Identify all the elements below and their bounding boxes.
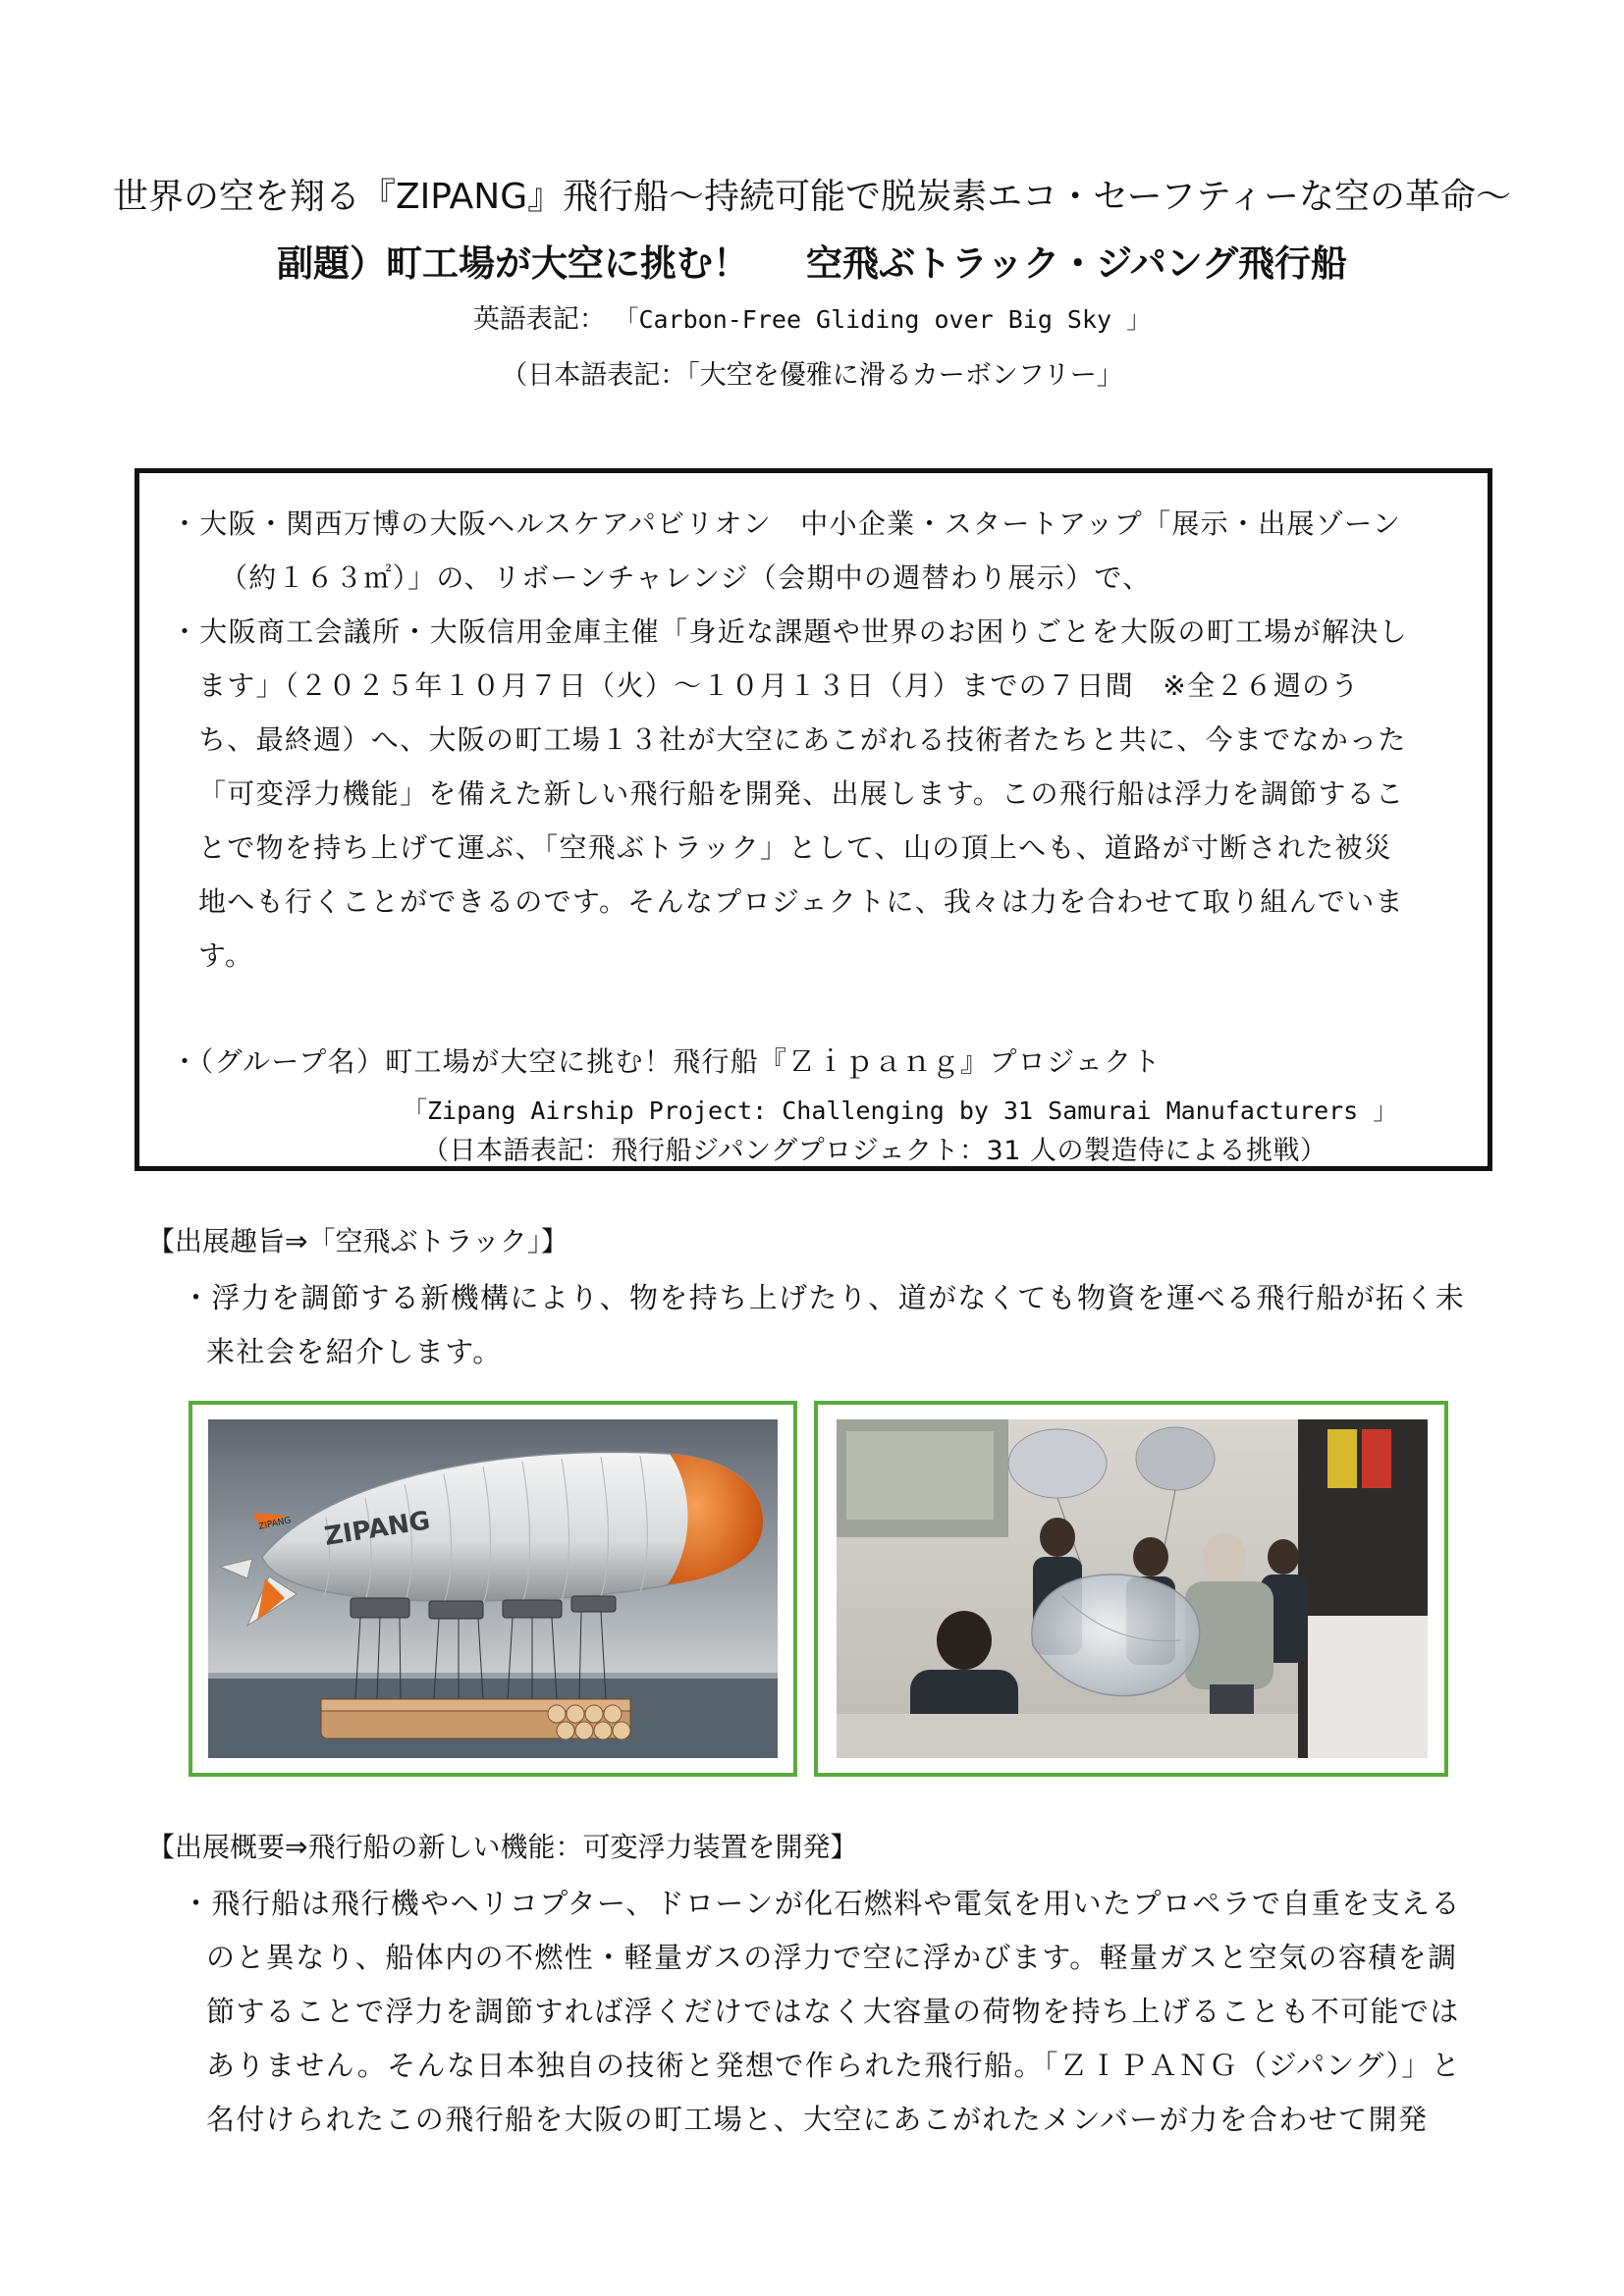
info-line: とで物を持ち上げて運ぶ、「空飛ぶトラック」として、山の頂上へも、道路が寸断された被災 (198, 831, 1393, 864)
section-heading-overview: 【出展概要⇒飛行船の新しい機能：可変浮力装置を開発】 (147, 1831, 858, 1863)
airship-image-frame (189, 1401, 797, 1777)
airship-logo-text: ZIPANG (322, 1506, 433, 1552)
info-line: ます」（２０２５年１０月７日（火）～１０月１３日（月）までの７日間 ※全２６週のう (198, 669, 1360, 702)
english-label: 英語表記： (472, 304, 606, 335)
page-subtitle (0, 234, 1624, 287)
team-photo-frame (814, 1401, 1448, 1777)
japanese-notation: （日本語表記：「大空を優雅に滑るカーボンフリー」 (501, 360, 1123, 391)
info-line: 「可変浮力機能」を備えた新しい飛行船を開発、出展します。この飛行船は浮力を調節するこ (198, 777, 1405, 810)
tail-logo-text: ZIPANG (257, 1516, 293, 1532)
info-line: 地へも行くことができるのです。そんなプロジェクトに、我々は力を合わせて取り組んでいま (198, 885, 1404, 918)
overview-line: ありません。そんな日本独自の技術と発想で作られた飛行船。「ＺＩＰＡＮＧ（ジパング）」と (206, 2049, 1462, 2082)
subtitle-part2: 空飛ぶトラック・ジパング飛行船 (806, 242, 1347, 285)
airship-illustration (208, 1419, 778, 1758)
overview-line: のと異なり、船体内の不燃性・軽量ガスの浮力で空に浮かびます。軽量ガスと空気の容積を調 (206, 1941, 1458, 1974)
group-name: ・（グループ名）町工場が大空に挑む！飛行船『Ｚｉｐａｎｇ』プロジェクト (171, 1045, 1162, 1078)
group-japanese: （日本語表記：飛行船ジパングプロジェクト：31 人の製造侍による挑戦） (422, 1136, 1327, 1166)
info-line: ち、最終週）へ、大阪の町工場１３社が大空にあこがれる技術者たちと共に、今までなかった (198, 723, 1407, 756)
purpose-line: 来社会を紹介します。 (206, 1335, 503, 1368)
overview-line: 名付けられたこの飛行船を大阪の町工場と、大空にあこがれたメンバーが力を合わせて開発 (206, 2103, 1429, 2136)
subtitle-part1: 副題）町工場が大空に挑む！ (277, 242, 750, 285)
english-notation (0, 297, 1624, 336)
page-title: 世界の空を翔る『ZIPANG』飛行船～持続可能で脱炭素エコ・セーフティーな空の革命～ (112, 177, 1512, 217)
team-balloon-photo (837, 1419, 1428, 1758)
info-line: ・大阪・関西万博の大阪ヘルスケアパビリオン 中小企業・スタートアップ「展示・出展ゾーン (171, 507, 1402, 540)
purpose-line: ・浮力を調節する新機構により、物を持ち上げたり、道がなくても物資を運べる飛行船が拓く未 (182, 1281, 1466, 1314)
overview-line: ・飛行船は飛行機やヘリコプター、ドローンが化石燃料や電気を用いたプロペラで自重を支える (182, 1887, 1461, 1920)
info-line: ・大阪商工会議所・大阪信用金庫主催「身近な課題や世界のお困りごとを大阪の町工場が解決し (171, 615, 1408, 648)
overview-line: 節することで浮力を調節すれば浮くだけではなく大容量の荷物を持ち上げることも不可能では (206, 1995, 1460, 2028)
section-heading-purpose: 【出展趣旨⇒「空飛ぶトラック」】 (147, 1225, 568, 1257)
group-english: 「Zipang Airship Project: Challenging by 31 Samurai Manufacturers 」 (403, 1096, 1398, 1125)
info-line: （約１６３㎡）」の、リボーンチャレンジ（会期中の週替わり展示）で、 (220, 561, 1152, 594)
english-value: 「Carbon-Free Gliding over Big Sky 」 (614, 305, 1152, 334)
info-line: す。 (198, 939, 254, 972)
info-box (135, 468, 1492, 1171)
